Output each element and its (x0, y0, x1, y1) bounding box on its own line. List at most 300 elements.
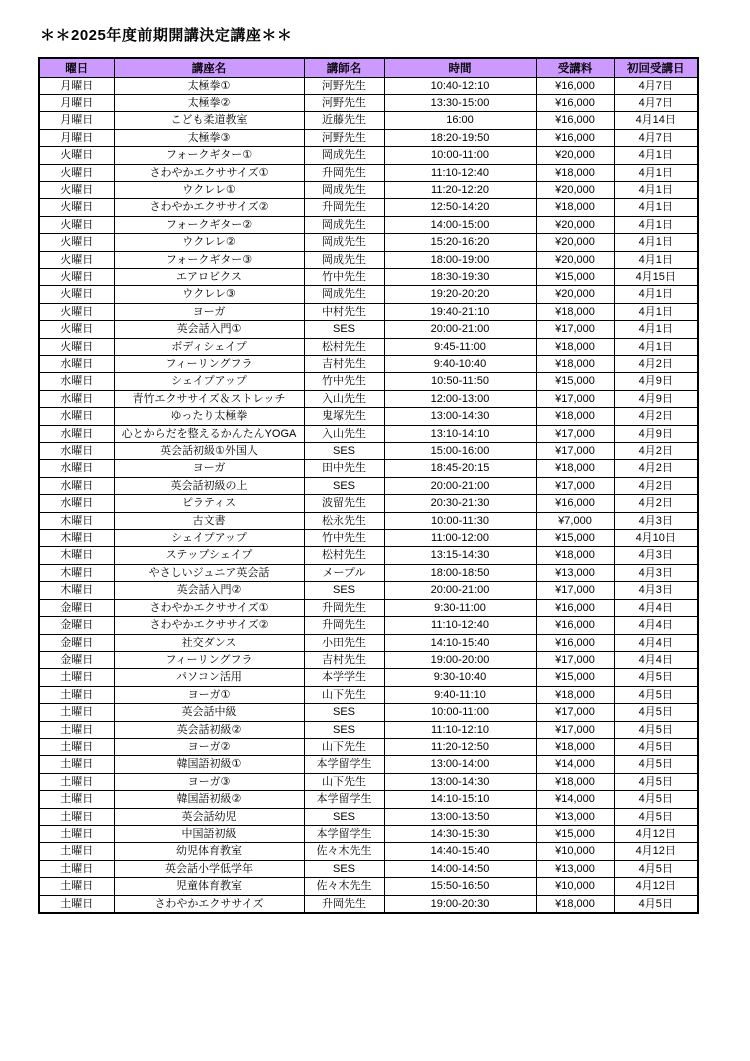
table-row (39, 860, 698, 877)
page-title: ＊＊2025年度前期開講決定講座＊＊ (40, 27, 293, 44)
table-row (39, 721, 698, 738)
cell-course-name: ヨーガ③ (114, 773, 304, 790)
cell-time: 10:00-11:30 (384, 512, 536, 529)
cell-course-name: 児童体育教室 (114, 878, 304, 895)
cell-first-date: 4月3日 (614, 512, 698, 529)
cell-instructor: SES (304, 477, 384, 494)
cell-instructor: 竹中先生 (304, 530, 384, 547)
cell-day: 土曜日 (39, 721, 114, 738)
cell-day: 火曜日 (39, 338, 114, 355)
cell-time: 19:00-20:00 (384, 651, 536, 668)
cell-day: 火曜日 (39, 268, 114, 285)
cell-first-date: 4月12日 (614, 843, 698, 860)
cell-day: 水曜日 (39, 477, 114, 494)
cell-fee: ¥18,000 (536, 895, 614, 913)
table-row (39, 738, 698, 755)
cell-course-name: 太極拳② (114, 94, 304, 111)
cell-time: 14:30-15:30 (384, 825, 536, 842)
cell-instructor: SES (304, 808, 384, 825)
cell-fee: ¥20,000 (536, 251, 614, 268)
cell-time: 9:45-11:00 (384, 338, 536, 355)
cell-fee: ¥18,000 (536, 460, 614, 477)
cell-first-date: 4月3日 (614, 582, 698, 599)
cell-day: 木曜日 (39, 547, 114, 564)
cell-day: 月曜日 (39, 129, 114, 146)
cell-instructor: 本学留学生 (304, 791, 384, 808)
column-header-fee: 受講料 (536, 58, 614, 77)
cell-time: 14:10-15:10 (384, 791, 536, 808)
cell-course-name: フォークギター② (114, 216, 304, 233)
cell-instructor: SES (304, 860, 384, 877)
cell-day: 金曜日 (39, 617, 114, 634)
cell-instructor: 升岡先生 (304, 895, 384, 913)
cell-day: 金曜日 (39, 651, 114, 668)
cell-fee: ¥13,000 (536, 564, 614, 581)
cell-day: 火曜日 (39, 216, 114, 233)
table-row (39, 199, 698, 216)
cell-fee: ¥17,000 (536, 651, 614, 668)
cell-time: 12:50-14:20 (384, 199, 536, 216)
cell-course-name: フィーリングフラ (114, 356, 304, 373)
cell-first-date: 4月5日 (614, 686, 698, 703)
cell-course-name: 古文書 (114, 512, 304, 529)
cell-day: 水曜日 (39, 460, 114, 477)
cell-instructor: 中村先生 (304, 303, 384, 320)
cell-time: 11:20-12:50 (384, 738, 536, 755)
cell-first-date: 4月9日 (614, 425, 698, 442)
table-body (39, 77, 698, 913)
cell-course-name: ピラティス (114, 495, 304, 512)
cell-fee: ¥16,000 (536, 495, 614, 512)
cell-course-name: ウクレレ① (114, 181, 304, 198)
cell-course-name: 幼児体育教室 (114, 843, 304, 860)
cell-fee: ¥13,000 (536, 808, 614, 825)
cell-instructor: 山下先生 (304, 738, 384, 755)
cell-first-date: 4月14日 (614, 112, 698, 129)
cell-time: 13:00-14:30 (384, 773, 536, 790)
cell-course-name: シェイプアップ (114, 530, 304, 547)
cell-instructor: SES (304, 704, 384, 721)
cell-fee: ¥13,000 (536, 860, 614, 877)
header-row (39, 58, 698, 77)
cell-instructor: 入山先生 (304, 425, 384, 442)
cell-day: 土曜日 (39, 686, 114, 703)
cell-course-name: 中国語初級 (114, 825, 304, 842)
cell-fee: ¥20,000 (536, 286, 614, 303)
table-row (39, 251, 698, 268)
table-row (39, 582, 698, 599)
cell-course-name: ゆったり太極拳 (114, 408, 304, 425)
table-row (39, 843, 698, 860)
cell-fee: ¥20,000 (536, 181, 614, 198)
cell-course-name: さわやかエクササイズ (114, 895, 304, 913)
cell-course-name: フィーリングフラ (114, 651, 304, 668)
table-row (39, 216, 698, 233)
cell-fee: ¥18,000 (536, 686, 614, 703)
cell-course-name: パソコン活用 (114, 669, 304, 686)
cell-fee: ¥16,000 (536, 129, 614, 146)
cell-first-date: 4月1日 (614, 199, 698, 216)
cell-course-name: エアロビクス (114, 268, 304, 285)
cell-first-date: 4月1日 (614, 286, 698, 303)
cell-instructor: 吉村先生 (304, 356, 384, 373)
cell-time: 18:00-19:00 (384, 251, 536, 268)
cell-day: 水曜日 (39, 390, 114, 407)
cell-time: 13:00-13:50 (384, 808, 536, 825)
cell-fee: ¥17,000 (536, 704, 614, 721)
column-header-course: 講座名 (114, 58, 304, 77)
cell-instructor: SES (304, 321, 384, 338)
cell-course-name: ヨーガ② (114, 738, 304, 755)
cell-course-name: こども柔道教室 (114, 112, 304, 129)
cell-day: 土曜日 (39, 773, 114, 790)
cell-instructor: メープル (304, 564, 384, 581)
cell-first-date: 4月7日 (614, 94, 698, 111)
cell-time: 16:00 (384, 112, 536, 129)
cell-instructor: 山下先生 (304, 686, 384, 703)
cell-course-name: ボディシェイプ (114, 338, 304, 355)
cell-course-name: ヨーガ (114, 303, 304, 320)
cell-instructor: 岡成先生 (304, 216, 384, 233)
cell-first-date: 4月2日 (614, 460, 698, 477)
cell-day: 火曜日 (39, 199, 114, 216)
cell-fee: ¥10,000 (536, 878, 614, 895)
table-row (39, 756, 698, 773)
cell-course-name: さわやかエクササイズ① (114, 164, 304, 181)
cell-time: 13:15-14:30 (384, 547, 536, 564)
table-row (39, 547, 698, 564)
cell-time: 13:00-14:30 (384, 408, 536, 425)
cell-instructor: 波留先生 (304, 495, 384, 512)
cell-instructor: 河野先生 (304, 77, 384, 94)
cell-fee: ¥18,000 (536, 773, 614, 790)
cell-course-name: 英会話中級 (114, 704, 304, 721)
table-row (39, 599, 698, 616)
cell-fee: ¥20,000 (536, 147, 614, 164)
cell-time: 18:20-19:50 (384, 129, 536, 146)
cell-first-date: 4月9日 (614, 373, 698, 390)
cell-time: 10:00-11:00 (384, 147, 536, 164)
cell-time: 14:00-15:00 (384, 216, 536, 233)
cell-instructor: 松永先生 (304, 512, 384, 529)
cell-time: 12:00-13:00 (384, 390, 536, 407)
cell-fee: ¥18,000 (536, 738, 614, 755)
cell-fee: ¥16,000 (536, 599, 614, 616)
cell-day: 月曜日 (39, 94, 114, 111)
cell-first-date: 4月12日 (614, 878, 698, 895)
table-row (39, 268, 698, 285)
cell-instructor: 佐々木先生 (304, 843, 384, 860)
cell-first-date: 4月1日 (614, 234, 698, 251)
cell-instructor: 松村先生 (304, 547, 384, 564)
cell-fee: ¥15,000 (536, 373, 614, 390)
cell-fee: ¥14,000 (536, 791, 614, 808)
table-header (39, 58, 698, 77)
cell-first-date: 4月5日 (614, 756, 698, 773)
cell-day: 土曜日 (39, 878, 114, 895)
cell-instructor: 本学学生 (304, 669, 384, 686)
table-row (39, 477, 698, 494)
cell-time: 14:40-15:40 (384, 843, 536, 860)
cell-instructor: SES (304, 443, 384, 460)
table-row (39, 669, 698, 686)
cell-time: 20:30-21:30 (384, 495, 536, 512)
cell-day: 水曜日 (39, 443, 114, 460)
cell-time: 10:40-12:10 (384, 77, 536, 94)
cell-fee: ¥16,000 (536, 634, 614, 651)
cell-day: 火曜日 (39, 234, 114, 251)
cell-time: 18:45-20:15 (384, 460, 536, 477)
cell-day: 水曜日 (39, 356, 114, 373)
cell-day: 火曜日 (39, 164, 114, 181)
cell-instructor: 河野先生 (304, 94, 384, 111)
cell-fee: ¥15,000 (536, 669, 614, 686)
column-header-day: 曜日 (39, 58, 114, 77)
cell-time: 10:00-11:00 (384, 704, 536, 721)
cell-day: 水曜日 (39, 495, 114, 512)
column-header-time: 時間 (384, 58, 536, 77)
cell-instructor: 本学留学生 (304, 825, 384, 842)
cell-fee: ¥17,000 (536, 321, 614, 338)
cell-instructor: 岡成先生 (304, 286, 384, 303)
cell-first-date: 4月2日 (614, 408, 698, 425)
cell-fee: ¥20,000 (536, 216, 614, 233)
cell-day: 月曜日 (39, 77, 114, 94)
cell-first-date: 4月1日 (614, 181, 698, 198)
cell-first-date: 4月5日 (614, 808, 698, 825)
cell-course-name: ヨーガ (114, 460, 304, 477)
table-row (39, 686, 698, 703)
cell-day: 金曜日 (39, 599, 114, 616)
cell-day: 土曜日 (39, 756, 114, 773)
cell-first-date: 4月12日 (614, 825, 698, 842)
cell-fee: ¥17,000 (536, 390, 614, 407)
table-row (39, 373, 698, 390)
cell-course-name: 心とからだを整えるかんたんYOGA (114, 425, 304, 442)
column-header-instructor: 講師名 (304, 58, 384, 77)
cell-time: 13:30-15:00 (384, 94, 536, 111)
cell-day: 土曜日 (39, 669, 114, 686)
cell-course-name: 太極拳③ (114, 129, 304, 146)
cell-day: 木曜日 (39, 564, 114, 581)
cell-time: 15:20-16:20 (384, 234, 536, 251)
table-row (39, 495, 698, 512)
cell-day: 木曜日 (39, 512, 114, 529)
cell-course-name: 英会話初級①外国人 (114, 443, 304, 460)
cell-day: 火曜日 (39, 181, 114, 198)
cell-time: 13:00-14:00 (384, 756, 536, 773)
cell-time: 15:00-16:00 (384, 443, 536, 460)
cell-time: 14:10-15:40 (384, 634, 536, 651)
cell-fee: ¥18,000 (536, 164, 614, 181)
table-row (39, 338, 698, 355)
cell-fee: ¥17,000 (536, 425, 614, 442)
cell-fee: ¥15,000 (536, 530, 614, 547)
cell-course-name: 社交ダンス (114, 634, 304, 651)
cell-fee: ¥15,000 (536, 825, 614, 842)
table-row (39, 408, 698, 425)
cell-time: 20:00-21:00 (384, 477, 536, 494)
cell-instructor: 田中先生 (304, 460, 384, 477)
cell-instructor: 鬼塚先生 (304, 408, 384, 425)
cell-time: 19:40-21:10 (384, 303, 536, 320)
cell-day: 火曜日 (39, 147, 114, 164)
cell-course-name: 英会話入門② (114, 582, 304, 599)
cell-first-date: 4月1日 (614, 303, 698, 320)
cell-first-date: 4月1日 (614, 216, 698, 233)
cell-first-date: 4月7日 (614, 77, 698, 94)
cell-first-date: 4月3日 (614, 564, 698, 581)
table-row (39, 530, 698, 547)
cell-time: 10:50-11:50 (384, 373, 536, 390)
cell-day: 土曜日 (39, 704, 114, 721)
cell-instructor: 小田先生 (304, 634, 384, 651)
cell-first-date: 4月5日 (614, 791, 698, 808)
cell-day: 火曜日 (39, 286, 114, 303)
cell-course-name: さわやかエクササイズ② (114, 617, 304, 634)
cell-time: 11:10-12:40 (384, 617, 536, 634)
cell-course-name: 韓国語初級② (114, 791, 304, 808)
cell-course-name: 英会話初級② (114, 721, 304, 738)
cell-instructor: 山下先生 (304, 773, 384, 790)
cell-fee: ¥18,000 (536, 547, 614, 564)
cell-instructor: 竹中先生 (304, 373, 384, 390)
cell-course-name: ステップシェイプ (114, 547, 304, 564)
table-row (39, 825, 698, 842)
cell-time: 11:00-12:00 (384, 530, 536, 547)
cell-first-date: 4月2日 (614, 443, 698, 460)
cell-day: 木曜日 (39, 530, 114, 547)
table-row (39, 617, 698, 634)
table-row (39, 425, 698, 442)
cell-time: 19:20-20:20 (384, 286, 536, 303)
cell-time: 9:40-10:40 (384, 356, 536, 373)
cell-fee: ¥18,000 (536, 303, 614, 320)
cell-first-date: 4月2日 (614, 356, 698, 373)
cell-course-name: さわやかエクササイズ② (114, 199, 304, 216)
cell-fee: ¥18,000 (536, 356, 614, 373)
course-schedule-table (38, 57, 699, 914)
cell-day: 木曜日 (39, 582, 114, 599)
cell-instructor: SES (304, 582, 384, 599)
cell-fee: ¥17,000 (536, 477, 614, 494)
cell-time: 9:30-11:00 (384, 599, 536, 616)
cell-course-name: 韓国語初級① (114, 756, 304, 773)
cell-first-date: 4月5日 (614, 738, 698, 755)
cell-first-date: 4月5日 (614, 704, 698, 721)
cell-course-name: 青竹エクササイズ＆ストレッチ (114, 390, 304, 407)
cell-course-name: さわやかエクササイズ① (114, 599, 304, 616)
cell-instructor: 入山先生 (304, 390, 384, 407)
cell-instructor: 佐々木先生 (304, 878, 384, 895)
cell-first-date: 4月1日 (614, 251, 698, 268)
cell-fee: ¥18,000 (536, 199, 614, 216)
cell-day: 水曜日 (39, 408, 114, 425)
cell-instructor: 升岡先生 (304, 599, 384, 616)
cell-instructor: 吉村先生 (304, 651, 384, 668)
cell-first-date: 4月5日 (614, 669, 698, 686)
cell-course-name: フォークギター① (114, 147, 304, 164)
cell-fee: ¥18,000 (536, 338, 614, 355)
cell-first-date: 4月2日 (614, 477, 698, 494)
cell-instructor: 松村先生 (304, 338, 384, 355)
cell-instructor: 升岡先生 (304, 617, 384, 634)
cell-first-date: 4月7日 (614, 129, 698, 146)
table-row (39, 564, 698, 581)
cell-day: 金曜日 (39, 634, 114, 651)
cell-first-date: 4月4日 (614, 634, 698, 651)
cell-course-name: ヨーガ① (114, 686, 304, 703)
cell-fee: ¥16,000 (536, 94, 614, 111)
cell-fee: ¥15,000 (536, 268, 614, 285)
cell-first-date: 4月1日 (614, 338, 698, 355)
cell-first-date: 4月15日 (614, 268, 698, 285)
cell-day: 水曜日 (39, 425, 114, 442)
cell-first-date: 4月4日 (614, 651, 698, 668)
cell-instructor: 升岡先生 (304, 164, 384, 181)
cell-time: 14:00-14:50 (384, 860, 536, 877)
cell-instructor: 岡成先生 (304, 251, 384, 268)
cell-day: 水曜日 (39, 373, 114, 390)
cell-day: 土曜日 (39, 808, 114, 825)
cell-first-date: 4月4日 (614, 617, 698, 634)
cell-first-date: 4月2日 (614, 495, 698, 512)
table-row (39, 164, 698, 181)
cell-fee: ¥7,000 (536, 512, 614, 529)
cell-fee: ¥16,000 (536, 77, 614, 94)
cell-first-date: 4月5日 (614, 895, 698, 913)
cell-instructor: 近藤先生 (304, 112, 384, 129)
cell-first-date: 4月5日 (614, 773, 698, 790)
cell-time: 20:00-21:00 (384, 582, 536, 599)
cell-time: 11:10-12:10 (384, 721, 536, 738)
cell-fee: ¥16,000 (536, 617, 614, 634)
cell-first-date: 4月9日 (614, 390, 698, 407)
cell-day: 土曜日 (39, 825, 114, 842)
cell-first-date: 4月4日 (614, 599, 698, 616)
table-row (39, 512, 698, 529)
cell-time: 13:10-14:10 (384, 425, 536, 442)
cell-course-name: 英会話小学低学年 (114, 860, 304, 877)
cell-first-date: 4月1日 (614, 164, 698, 181)
cell-time: 11:10-12:40 (384, 164, 536, 181)
table-row (39, 773, 698, 790)
table-row (39, 112, 698, 129)
cell-course-name: ウクレレ③ (114, 286, 304, 303)
table-row (39, 791, 698, 808)
cell-first-date: 4月5日 (614, 860, 698, 877)
table-row (39, 390, 698, 407)
cell-instructor: 本学留学生 (304, 756, 384, 773)
table-row (39, 808, 698, 825)
cell-instructor: 岡成先生 (304, 147, 384, 164)
cell-course-name: ウクレレ② (114, 234, 304, 251)
cell-day: 火曜日 (39, 303, 114, 320)
cell-time: 19:00-20:30 (384, 895, 536, 913)
cell-course-name: フォークギター③ (114, 251, 304, 268)
cell-course-name: やさしいジュニア英会話 (114, 564, 304, 581)
table-row (39, 303, 698, 320)
cell-day: 土曜日 (39, 860, 114, 877)
table-row (39, 77, 698, 94)
cell-course-name: 英会話入門① (114, 321, 304, 338)
table-row (39, 321, 698, 338)
cell-course-name: 英会話初級の上 (114, 477, 304, 494)
table-row (39, 94, 698, 111)
column-header-first-date: 初回受講日 (614, 58, 698, 77)
table-row (39, 356, 698, 373)
cell-course-name: 英会話幼児 (114, 808, 304, 825)
